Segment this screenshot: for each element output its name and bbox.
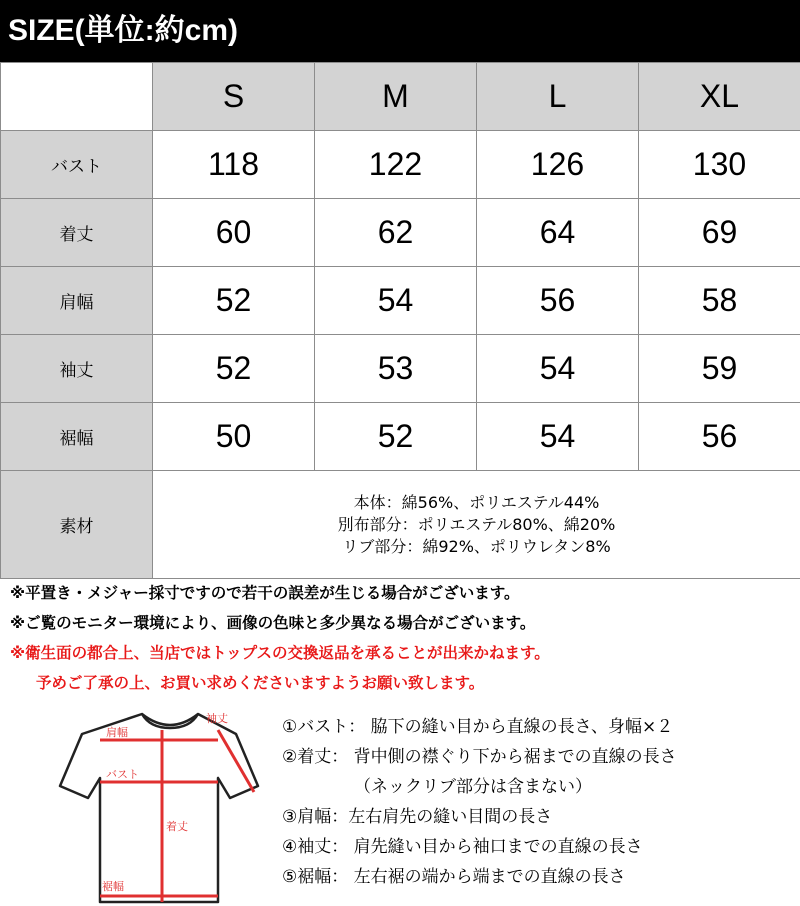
table-cell: 62 [315, 199, 477, 267]
table-cell: 130 [639, 131, 800, 199]
table-cell: 53 [315, 335, 477, 403]
table-row [1, 335, 800, 403]
label-hem: 裾幅 [102, 880, 124, 893]
measurement-legend [282, 712, 800, 892]
row-label-length: 着丈 [1, 199, 153, 267]
row-label-material: 素材 [1, 471, 153, 579]
corner-cell [1, 63, 153, 131]
table-cell: 56 [639, 403, 800, 471]
table-row [1, 403, 800, 471]
row-label-hem: 裾幅 [1, 403, 153, 471]
notes [10, 578, 800, 698]
legend-length: ②着丈： 背中側の襟ぐり下から裾までの直線の長さ [282, 747, 677, 767]
table-cell: 126 [477, 131, 639, 199]
table-cell: 58 [639, 267, 800, 335]
material-line: リブ部分：綿92%、ポリウレタン8% [342, 536, 611, 556]
material-line: 別布部分：ポリエステル80%、綿20% [337, 514, 616, 534]
note-return-policy: ※衛生面の都合上、当店ではトップスの交換返品を承ることが出来かねます。 [10, 644, 550, 662]
table-cell: 52 [153, 335, 315, 403]
note-measurement: ※平置き・メジャー採寸ですので若干の誤差が生じる場合がございます。 [10, 584, 520, 602]
table-cell: 52 [315, 403, 477, 471]
table-row [1, 199, 800, 267]
tshirt-outline [60, 714, 258, 902]
table-cell: 56 [477, 267, 639, 335]
size-table [0, 62, 800, 579]
table-cell: 59 [639, 335, 800, 403]
legend-sleeve: ④袖丈： 肩先縫い目から袖口までの直線の長さ [282, 837, 643, 857]
table-cell: 122 [315, 131, 477, 199]
table-cell: 118 [153, 131, 315, 199]
label-shoulder: 肩幅 [106, 726, 128, 739]
page-title: SIZE(単位:約cm) [0, 0, 800, 62]
size-header-xl: XL [639, 63, 800, 131]
table-cell: 64 [477, 199, 639, 267]
note-acknowledge: 予めご了承の上、お買い求めくださいますようお願い致します。 [36, 674, 485, 692]
table-cell: 60 [153, 199, 315, 267]
size-header-l: L [477, 63, 639, 131]
table-row [1, 267, 800, 335]
size-header-m: M [315, 63, 477, 131]
row-label-shoulder: 肩幅 [1, 267, 153, 335]
tshirt-diagram [40, 700, 280, 904]
table-cell: 50 [153, 403, 315, 471]
legend-hem: ⑤裾幅： 左右裾の端から端までの直線の長さ [282, 867, 626, 887]
table-cell: 54 [477, 403, 639, 471]
table-cell: 54 [477, 335, 639, 403]
note-monitor: ※ご覧のモニター環境により、画像の色味と多少異なる場合がございます。 [10, 614, 536, 632]
row-label-sleeve: 袖丈 [1, 335, 153, 403]
size-header-row [1, 63, 800, 131]
material-cell [153, 471, 800, 579]
row-label-bust: バスト [1, 131, 153, 199]
legend-length-note: （ネックリブ部分は含まない） [354, 777, 592, 797]
label-bust: バスト [106, 768, 139, 781]
material-line: 本体：綿56%、ポリエステル44% [353, 492, 600, 512]
table-cell: 69 [639, 199, 800, 267]
table-cell: 54 [315, 267, 477, 335]
tshirt-icon [40, 700, 280, 904]
table-row [1, 131, 800, 199]
label-length: 着丈 [166, 820, 188, 833]
table-cell: 52 [153, 267, 315, 335]
size-header-s: S [153, 63, 315, 131]
material-row [1, 471, 800, 579]
legend-bust: ①バスト： 脇下の縫い目から直線の長さ、身幅×２ [282, 717, 674, 737]
legend-shoulder: ③肩幅：左右肩先の縫い目間の長さ [282, 807, 553, 827]
label-sleeve: 袖丈 [206, 712, 228, 725]
